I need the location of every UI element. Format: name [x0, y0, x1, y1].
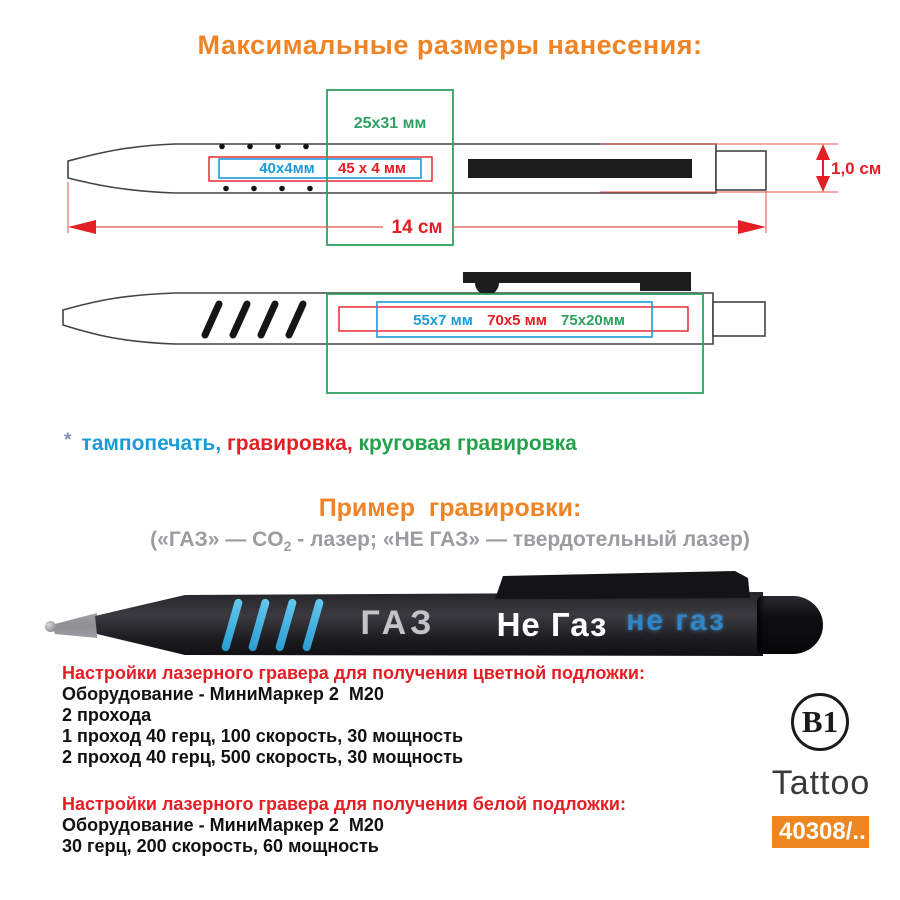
pen-photo-ball-point: [45, 621, 56, 632]
pen2-clip-top: [463, 272, 691, 295]
settings-white-underlay: [62, 794, 626, 857]
engraving-text-ne-gaz-blue: не газ: [626, 604, 726, 637]
pen1-cyan-label: 40x4мм: [259, 160, 315, 177]
pen1-green-label: 25x31 мм: [353, 115, 427, 132]
pen1-red-label: 45 x 4 мм: [337, 160, 407, 177]
settings-white-heading: Настройки лазерного гравера для получения белой подложки:: [62, 794, 626, 814]
settings-color-line: 2 прохода: [62, 705, 152, 725]
product-name: Tattoo: [771, 764, 871, 802]
footnote-pad-print: тампопечать,: [81, 432, 222, 455]
subtitle-prefix: («ГАЗ» — CO: [150, 528, 284, 551]
asterisk-icon: *: [64, 430, 72, 451]
pen1-clip-bar: [468, 159, 692, 178]
length-arrow-left: [68, 220, 96, 234]
settings-white-line: Оборудование - МиниМаркер 2 М20: [62, 815, 384, 835]
engraving-example-title: Пример гравировки:: [318, 494, 582, 522]
settings-color-line: 1 проход 40 герц, 100 скорость, 30 мощность: [62, 726, 464, 746]
size-mark-b1-badge: B1: [791, 693, 849, 751]
settings-white-line: 30 герц, 200 скорость, 60 мощность: [62, 836, 379, 856]
engraving-text-ne-gaz: Не Газ: [496, 606, 608, 643]
settings-color-line: 2 проход 40 герц, 500 скорость, 30 мощность: [62, 747, 464, 767]
pen2-push-button: [713, 302, 765, 336]
height-arrow-up: [816, 144, 830, 160]
footnote-engraving: гравировка,: [227, 432, 353, 455]
height-arrow-down: [816, 176, 830, 192]
pen1-height-label: 1,0 см: [831, 159, 882, 178]
pen1-push-button: [716, 151, 766, 190]
pen2-cyan-label: 55x7 мм: [413, 312, 473, 329]
settings-color-line: Оборудование - МиниМаркер 2 М20: [62, 684, 384, 704]
subtitle-suffix: - лазер; «НЕ ГАЗ» — твердотельный лазер): [291, 528, 750, 551]
pen1-length-label: 14 см: [391, 217, 443, 238]
pen-dimension-diagram: [0, 82, 900, 422]
settings-color-underlay: [62, 663, 645, 768]
footnote-circular-engraving: круговая гравировка: [358, 432, 577, 455]
settings-color-heading: Настройки лазерного гравера для получения цветной подложки:: [62, 663, 645, 683]
pen-photo: [35, 568, 875, 673]
engraving-example-subtitle: [0, 528, 900, 554]
pen-photo-push-button: [757, 596, 823, 654]
sku-badge: 40308/..: [772, 816, 869, 848]
length-arrow-right: [738, 220, 766, 234]
pen2-green-label: 75x20мм: [561, 312, 625, 329]
pen-photo-body: [35, 568, 875, 673]
subtitle-subscript: 2: [283, 538, 292, 555]
print-methods-footnote: [64, 430, 577, 456]
page-title: Максимальные размеры нанесения:: [197, 30, 703, 60]
pen2-red-label: 70x5 мм: [487, 312, 547, 329]
engraving-text-gaz: ГАЗ: [360, 604, 436, 642]
